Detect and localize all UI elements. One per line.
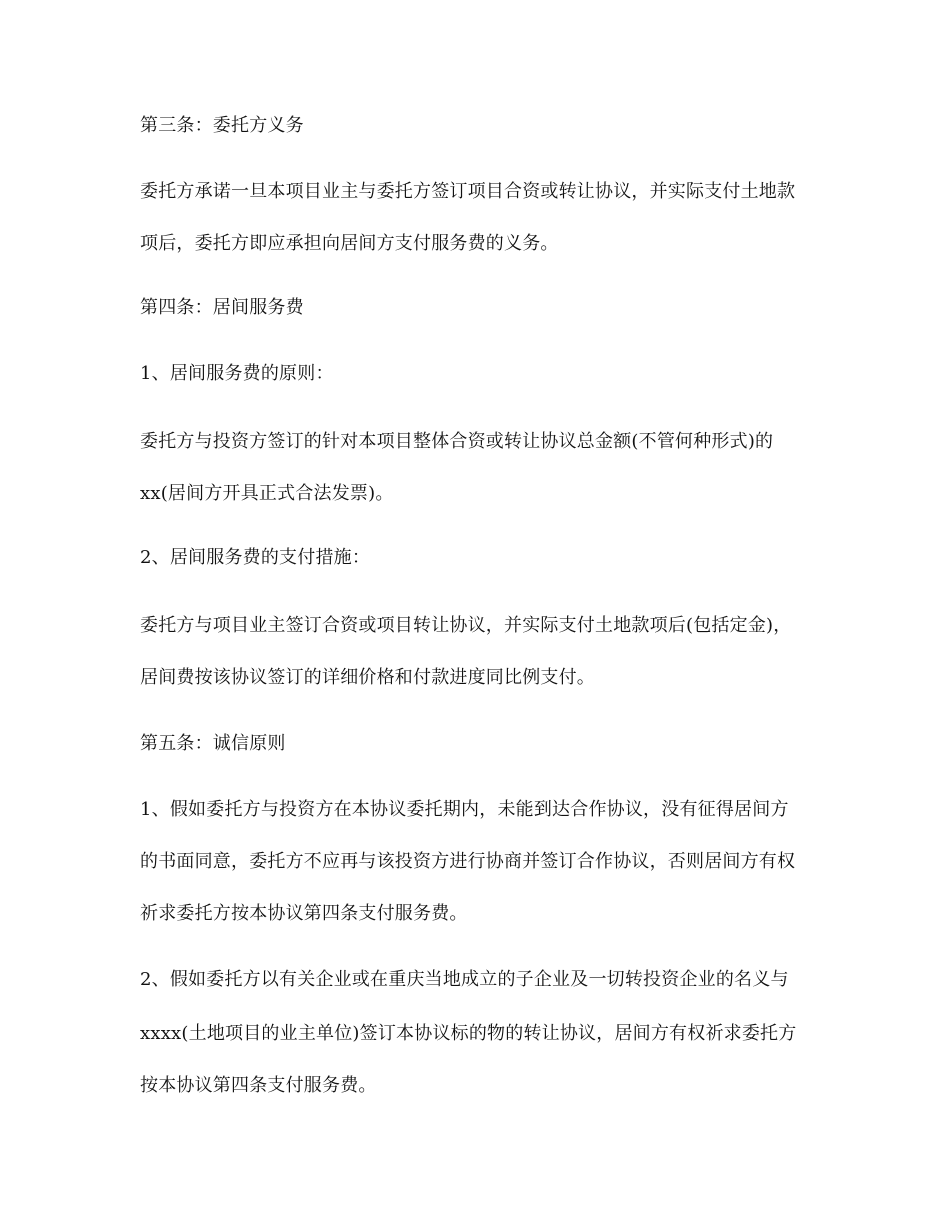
section-heading-4: 第四条：居间服务费 bbox=[140, 297, 304, 318]
section-heading-3: 第三条：委托方义务 bbox=[140, 115, 304, 136]
paragraph-line: 居间费按该协议签订的详细价格和付款进度同比例支付。 bbox=[140, 667, 595, 688]
paragraph-line: 委托方与项目业主签订合资或项目转让协议，并实际支付土地款项后(包括定金)， bbox=[140, 615, 792, 636]
section-heading-5: 第五条：诚信原则 bbox=[140, 733, 286, 754]
paragraph-line: 祈求委托方按本协议第四条支付服务费。 bbox=[140, 903, 468, 924]
paragraph-line: 2、假如委托方以有关企业或在重庆当地成立的子企业及一切转投资企业的名义与 bbox=[140, 969, 789, 990]
paragraph-line: xx(居间方开具正式合法发票)。 bbox=[140, 483, 394, 504]
paragraph-line: 按本协议第四条支付服务费。 bbox=[140, 1075, 377, 1096]
paragraph-line: xxxx(土地项目的业主单位)签订本协议标的物的转让协议，居间方有权祈求委托方 bbox=[140, 1023, 797, 1044]
paragraph-line: 项后，委托方即应承担向居间方支付服务费的义务。 bbox=[140, 233, 559, 254]
paragraph-line: 委托方与投资方签订的针对本项目整体合资或转让协议总金额(不管何种形式)的 bbox=[140, 431, 774, 452]
paragraph-line: 委托方承诺一旦本项目业主与委托方签订项目合资或转让协议，并实际支付土地款 bbox=[140, 181, 796, 202]
paragraph-line: 1、假如委托方与投资方在本协议委托期内，未能到达合作协议，没有征得居间方 bbox=[140, 799, 789, 820]
subheading-fee-principle: 1、居间服务费的原则： bbox=[140, 363, 334, 384]
paragraph-line: 的书面同意，委托方不应再与该投资方进行协商并签订合作协议，否则居间方有权 bbox=[140, 851, 796, 872]
subheading-fee-payment: 2、居间服务费的支付措施： bbox=[140, 547, 371, 568]
